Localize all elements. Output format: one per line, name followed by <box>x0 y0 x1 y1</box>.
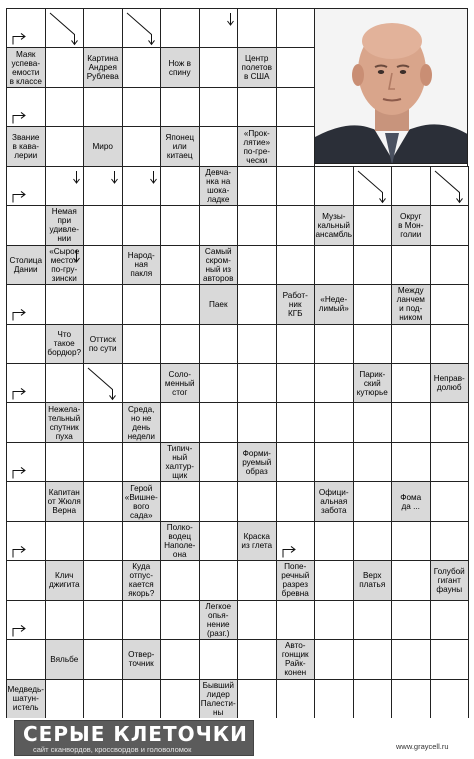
arrow-right-icon <box>7 285 46 324</box>
clue-cell <box>430 363 470 403</box>
answer-cell[interactable] <box>237 639 277 679</box>
answer-cell[interactable] <box>160 639 200 679</box>
answer-cell[interactable] <box>122 442 162 482</box>
answer-cell[interactable] <box>314 560 354 600</box>
answer-cell[interactable] <box>160 560 200 600</box>
clue-cell <box>199 284 239 324</box>
arrow-right-icon <box>7 88 46 127</box>
answer-cell[interactable] <box>45 600 85 640</box>
answer-cell[interactable] <box>6 481 46 521</box>
answer-cell[interactable] <box>45 679 85 719</box>
answer-cell[interactable] <box>314 521 354 561</box>
clue-text: Куда отпус- кается якорь? <box>128 562 155 599</box>
clue-text: Оттиск по сути <box>88 334 117 353</box>
answer-cell[interactable] <box>160 324 200 364</box>
answer-cell[interactable] <box>391 679 431 719</box>
clue-text: Офици- альная забота <box>318 488 349 516</box>
clue-cell <box>314 205 354 245</box>
answer-cell[interactable] <box>199 521 239 561</box>
clue-cell <box>276 560 316 600</box>
clue-text: Краска из глета <box>241 531 273 550</box>
answer-cell[interactable] <box>160 87 200 127</box>
clue-text: Попе- речный разрез бревна <box>281 562 310 599</box>
answer-cell[interactable] <box>199 205 239 245</box>
clue-cell <box>391 205 431 245</box>
answer-cell[interactable] <box>122 521 162 561</box>
clue-cell <box>6 245 46 285</box>
answer-cell[interactable] <box>83 245 123 285</box>
clue-text: Бывший лидер Палести- ны <box>200 680 236 717</box>
clue-text: Парик- ский кутюрье <box>356 369 388 397</box>
answer-cell[interactable] <box>83 8 123 48</box>
answer-cell[interactable] <box>430 521 470 561</box>
answer-cell[interactable] <box>353 639 393 679</box>
answer-cell[interactable] <box>237 8 277 48</box>
clue-cell <box>353 363 393 403</box>
answer-cell[interactable] <box>83 442 123 482</box>
clue-cell <box>160 521 200 561</box>
answer-cell[interactable] <box>83 600 123 640</box>
clue-text: Народ- ная пакля <box>127 251 155 279</box>
answer-cell[interactable] <box>430 205 470 245</box>
answer-cell[interactable] <box>45 442 85 482</box>
portrait-image <box>315 9 468 164</box>
clue-cell <box>83 47 123 87</box>
answer-cell[interactable] <box>391 363 431 403</box>
clue-cell <box>276 639 316 679</box>
brand-title: СЕРЫЕ КЛЕТОЧКИ <box>23 722 248 746</box>
footer-banner <box>0 718 474 759</box>
answer-cell[interactable] <box>122 679 162 719</box>
clue-text: Между ланчем и под- ником <box>396 286 425 323</box>
answer-cell[interactable] <box>430 442 470 482</box>
answer-cell[interactable] <box>237 600 277 640</box>
answer-cell[interactable] <box>83 284 123 324</box>
answer-cell[interactable] <box>83 205 123 245</box>
answer-cell[interactable] <box>199 639 239 679</box>
answer-cell[interactable] <box>276 47 316 87</box>
answer-cell[interactable] <box>430 284 470 324</box>
arrow-right-icon <box>7 364 46 403</box>
answer-cell[interactable] <box>122 47 162 87</box>
clue-text: «Сырое место» по-гру- зински <box>49 246 80 283</box>
answer-cell[interactable] <box>353 245 393 285</box>
answer-cell[interactable] <box>160 245 200 285</box>
answer-cell[interactable] <box>353 481 393 521</box>
clue-cell <box>160 47 200 87</box>
answer-cell[interactable] <box>430 679 470 719</box>
clue-cell <box>45 481 85 521</box>
arrow-down-icon <box>46 246 85 285</box>
answer-cell[interactable] <box>199 87 239 127</box>
answer-cell[interactable] <box>160 205 200 245</box>
answer-cell[interactable] <box>122 87 162 127</box>
clue-text: Неправ- долюб <box>433 374 465 393</box>
answer-cell[interactable] <box>391 245 431 285</box>
clue-cell <box>45 205 85 245</box>
answer-cell[interactable] <box>122 126 162 166</box>
answer-cell[interactable] <box>160 481 200 521</box>
answer-cell[interactable] <box>83 481 123 521</box>
answer-cell[interactable] <box>314 639 354 679</box>
answer-cell[interactable] <box>83 679 123 719</box>
answer-cell[interactable] <box>199 481 239 521</box>
brand-subtitle: сайт сканвордов, кроссвордов и головоломок <box>33 745 192 754</box>
clue-text: Герой «Вишне- вого сада» <box>124 483 158 520</box>
answer-cell[interactable] <box>122 205 162 245</box>
clue-text: Работ- ник КГБ <box>282 290 308 318</box>
answer-cell[interactable] <box>237 481 277 521</box>
answer-cell[interactable] <box>276 8 316 48</box>
clue-cell <box>199 679 239 719</box>
answer-cell[interactable] <box>199 324 239 364</box>
clue-text: Полко- водец Наполе- она <box>164 522 196 559</box>
arrow-down-icon <box>123 167 162 206</box>
arrow-right-icon <box>7 9 46 48</box>
clue-text: Музы- кальный ансамбль <box>315 211 353 239</box>
clue-text: Самый скром- ный из авторов <box>203 246 234 283</box>
clue-cell <box>391 284 431 324</box>
clue-text: Легкое опья- нение (разг.) <box>205 601 232 638</box>
answer-cell[interactable] <box>6 324 46 364</box>
clue-cell <box>122 245 162 285</box>
clue-text: Что такое бордюр? <box>47 330 82 358</box>
clue-text: Столица Дании <box>9 255 43 274</box>
clue-cell <box>391 481 431 521</box>
answer-cell[interactable] <box>430 481 470 521</box>
clue-text: Соло- менный стог <box>164 369 195 397</box>
answer-cell[interactable] <box>83 521 123 561</box>
answer-cell[interactable] <box>276 402 316 442</box>
arrow-down-icon <box>46 167 85 206</box>
clue-cell <box>314 284 354 324</box>
clue-cell <box>237 126 277 166</box>
clue-cell <box>83 126 123 166</box>
answer-cell[interactable] <box>122 363 162 403</box>
answer-cell[interactable] <box>122 324 162 364</box>
clue-cell <box>6 47 46 87</box>
answer-cell[interactable] <box>160 402 200 442</box>
answer-cell[interactable] <box>6 560 46 600</box>
clue-text: Авто- гонщик Райк- конен <box>281 641 309 678</box>
clue-cell <box>160 363 200 403</box>
clue-text: Округ в Мон- голии <box>398 211 424 239</box>
clue-cell <box>237 47 277 87</box>
answer-cell[interactable] <box>199 560 239 600</box>
answer-cell[interactable] <box>6 639 46 679</box>
answer-cell[interactable] <box>160 166 200 206</box>
answer-cell[interactable] <box>237 166 277 206</box>
arrow-down-icon <box>200 9 239 48</box>
answer-cell[interactable] <box>430 245 470 285</box>
clue-text: Паек <box>208 299 228 309</box>
answer-cell[interactable] <box>391 600 431 640</box>
arrow-diagonal-icon <box>84 364 123 403</box>
answer-cell[interactable] <box>160 8 200 48</box>
answer-cell[interactable] <box>45 284 85 324</box>
answer-cell[interactable] <box>353 679 393 719</box>
clue-cell <box>122 402 162 442</box>
answer-cell[interactable] <box>353 521 393 561</box>
answer-cell[interactable] <box>237 245 277 285</box>
site-link[interactable]: www.graycell.ru <box>396 742 449 751</box>
answer-cell[interactable] <box>276 679 316 719</box>
clue-text: Миро <box>92 142 113 152</box>
answer-cell[interactable] <box>237 324 277 364</box>
answer-cell[interactable] <box>353 324 393 364</box>
answer-cell[interactable] <box>353 600 393 640</box>
portrait-photo <box>314 8 468 164</box>
clue-text: Форми- руемый образ <box>242 448 272 476</box>
answer-cell[interactable] <box>45 363 85 403</box>
arrow-right-icon <box>7 601 46 640</box>
clue-text: Голубой гигант фауны <box>433 566 465 594</box>
answer-cell[interactable] <box>160 284 200 324</box>
answer-cell[interactable] <box>6 402 46 442</box>
clue-cell <box>160 442 200 482</box>
arrow-right-icon <box>277 522 316 561</box>
clue-text: Клич джигита <box>48 571 80 590</box>
clue-cell <box>276 284 316 324</box>
answer-cell[interactable] <box>391 324 431 364</box>
arrow-diagonal-icon <box>431 167 470 206</box>
answer-cell[interactable] <box>45 521 85 561</box>
answer-cell[interactable] <box>237 363 277 403</box>
answer-cell[interactable] <box>45 87 85 127</box>
answer-cell[interactable] <box>83 639 123 679</box>
answer-cell[interactable] <box>237 87 277 127</box>
answer-cell[interactable] <box>45 126 85 166</box>
arrow-diagonal-icon <box>46 9 85 48</box>
answer-cell[interactable] <box>122 600 162 640</box>
answer-cell[interactable] <box>237 679 277 719</box>
answer-cell[interactable] <box>83 402 123 442</box>
clue-cell <box>199 245 239 285</box>
clue-text: Нож в спину <box>168 58 191 77</box>
answer-cell[interactable] <box>276 324 316 364</box>
answer-cell[interactable] <box>83 87 123 127</box>
clue-text: Нежела- тельный спутник пуха <box>48 404 81 441</box>
arrow-diagonal-icon <box>123 9 162 48</box>
clue-cell <box>430 560 470 600</box>
answer-cell[interactable] <box>353 284 393 324</box>
clue-cell <box>199 600 239 640</box>
clue-text: Картина Андрея Рублева <box>86 54 119 82</box>
clue-cell <box>122 560 162 600</box>
clue-cell <box>45 402 85 442</box>
answer-cell[interactable] <box>353 402 393 442</box>
answer-cell[interactable] <box>314 166 354 206</box>
answer-cell[interactable] <box>391 639 431 679</box>
answer-cell[interactable] <box>276 481 316 521</box>
answer-cell[interactable] <box>199 402 239 442</box>
answer-cell[interactable] <box>237 402 277 442</box>
answer-cell[interactable] <box>276 166 316 206</box>
answer-cell[interactable] <box>237 284 277 324</box>
answer-cell[interactable] <box>314 245 354 285</box>
answer-cell[interactable] <box>314 324 354 364</box>
clue-cell <box>314 481 354 521</box>
clue-text: Отвер- точник <box>128 650 155 669</box>
answer-cell[interactable] <box>430 600 470 640</box>
clue-cell <box>353 560 393 600</box>
answer-cell[interactable] <box>276 363 316 403</box>
answer-cell[interactable] <box>199 442 239 482</box>
answer-cell[interactable] <box>430 324 470 364</box>
answer-cell[interactable] <box>314 679 354 719</box>
clue-cell <box>199 166 239 206</box>
arrow-down-icon <box>84 167 123 206</box>
answer-cell[interactable] <box>276 205 316 245</box>
clue-text: Верх платья <box>359 571 386 590</box>
answer-cell[interactable] <box>430 639 470 679</box>
answer-cell[interactable] <box>45 47 85 87</box>
clue-text: Маяк успева- емости в классе <box>9 49 42 86</box>
answer-cell[interactable] <box>237 205 277 245</box>
answer-cell[interactable] <box>6 205 46 245</box>
arrow-right-icon <box>7 522 46 561</box>
clue-text: Немая при удивле- нии <box>49 207 79 244</box>
brand-logo[interactable] <box>14 720 254 756</box>
answer-cell[interactable] <box>122 284 162 324</box>
clue-text: Типич- ный халтур- щик <box>165 444 194 481</box>
answer-cell[interactable] <box>391 560 431 600</box>
arrow-diagonal-icon <box>354 167 393 206</box>
clue-text: «Прок- лятие» по-гре- чески <box>243 128 271 165</box>
answer-cell[interactable] <box>391 521 431 561</box>
clue-text: Фома да ... <box>400 492 422 511</box>
clue-cell <box>83 324 123 364</box>
clue-text: Японец или китаец <box>165 133 195 161</box>
answer-cell[interactable] <box>237 560 277 600</box>
arrow-right-icon <box>7 167 46 206</box>
clue-text: Капитан от Жюля Верна <box>47 488 81 516</box>
answer-cell[interactable] <box>199 47 239 87</box>
answer-cell[interactable] <box>276 87 316 127</box>
clue-cell <box>45 639 85 679</box>
answer-cell[interactable] <box>199 126 239 166</box>
answer-cell[interactable] <box>391 166 431 206</box>
clue-cell <box>6 126 46 166</box>
clue-text: «Неде- лимый» <box>318 295 349 314</box>
arrow-right-icon <box>7 443 46 482</box>
answer-cell[interactable] <box>160 600 200 640</box>
clue-text: Девча- нка на шока- ладке <box>205 167 232 204</box>
answer-cell[interactable] <box>353 442 393 482</box>
answer-cell[interactable] <box>276 245 316 285</box>
answer-cell[interactable] <box>276 442 316 482</box>
clue-cell <box>45 560 85 600</box>
answer-cell[interactable] <box>83 560 123 600</box>
answer-cell[interactable] <box>314 363 354 403</box>
answer-cell[interactable] <box>276 126 316 166</box>
answer-cell[interactable] <box>314 600 354 640</box>
clue-cell <box>160 126 200 166</box>
clue-cell <box>6 679 46 719</box>
answer-cell[interactable] <box>160 679 200 719</box>
clue-cell <box>122 481 162 521</box>
clue-text: Среда, но не день недели <box>127 404 155 441</box>
answer-cell[interactable] <box>314 402 354 442</box>
clue-cell <box>237 521 277 561</box>
clue-cell <box>237 442 277 482</box>
answer-cell[interactable] <box>353 205 393 245</box>
answer-cell[interactable] <box>391 402 431 442</box>
answer-cell[interactable] <box>199 363 239 403</box>
answer-cell[interactable] <box>276 600 316 640</box>
clue-text: Медведь- шатун- истель <box>7 685 44 713</box>
clue-cell <box>45 324 85 364</box>
answer-cell[interactable] <box>430 402 470 442</box>
clue-text: Вяльбе <box>50 654 79 664</box>
answer-cell[interactable] <box>314 442 354 482</box>
answer-cell[interactable] <box>391 442 431 482</box>
clue-text: Центр полетов в США <box>241 54 272 82</box>
clue-text: Звание в кава- лерии <box>12 133 40 161</box>
clue-cell <box>122 639 162 679</box>
